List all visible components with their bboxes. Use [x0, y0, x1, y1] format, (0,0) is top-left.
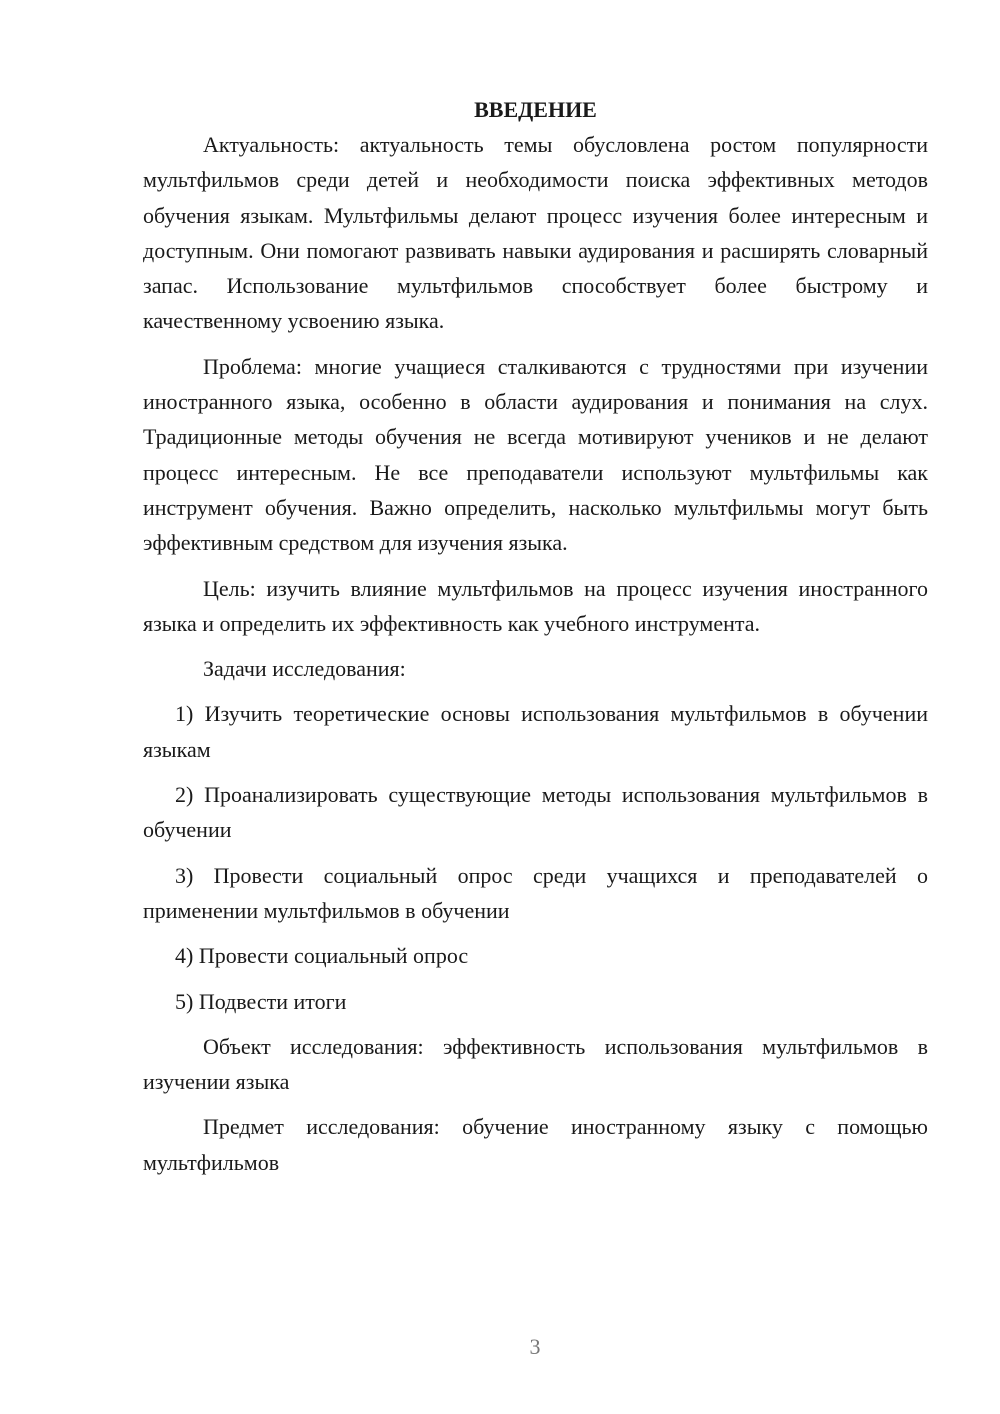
problem-paragraph: Проблема: многие учащиеся сталкиваются с трудностями при изучении иностранного языка, особенно в области аудирования и понимания на слух. Традиционные методы обучения не всегда мотивируют учеников и не делают процесс интересным. Не все преподаватели используют мультфильмы как инструмент обучения. Важно определить, насколько мультфильмы могут быть эффективным средством для изучения языка. [143, 353, 928, 556]
relevance-paragraph: Актуальность: актуальность темы обусловлена ростом популярности мультфильмов среди детей и необходимости поиска эффективных методов обучения языкам. Мультфильмы делают процесс изучения более интересным и доступным. Они помогают развивать навыки аудирования и расширять словарный запас. Использование мультфильмов способствует более быстрому и качественному усвоению языка. [143, 132, 928, 334]
page-heading: ВВЕДЕНИЕ [474, 97, 597, 122]
task-item-5: 5) Подвести итоги [175, 988, 347, 1014]
page-number: 3 [529, 1334, 541, 1359]
page-content [143, 92, 928, 1180]
goal-paragraph: Цель: изучить влияние мультфильмов на процесс изучения иностранного языка и определить их эффективность как учебного инструмента. [143, 575, 928, 636]
object-paragraph: Объект исследования: эффективность использования мультфильмов в изучении языка [143, 1033, 928, 1095]
task-item-1: 1) Изучить теоретические основы использования мультфильмов в обучении языкам [143, 701, 928, 762]
tasks-title: Задачи исследования: [203, 656, 406, 682]
subject-paragraph: Предмет исследования: обучение иностранному языку с помощью мультфильмов [143, 1114, 928, 1175]
task-item-2: 2) Проанализировать существующие методы использования мультфильмов в обучении [143, 782, 928, 843]
task-item-4: 4) Провести социальный опрос [175, 943, 469, 969]
task-item-3: 3) Провести социальный опрос среди учащихся и преподавателей о применении мультфильмов в обучении [143, 862, 928, 923]
